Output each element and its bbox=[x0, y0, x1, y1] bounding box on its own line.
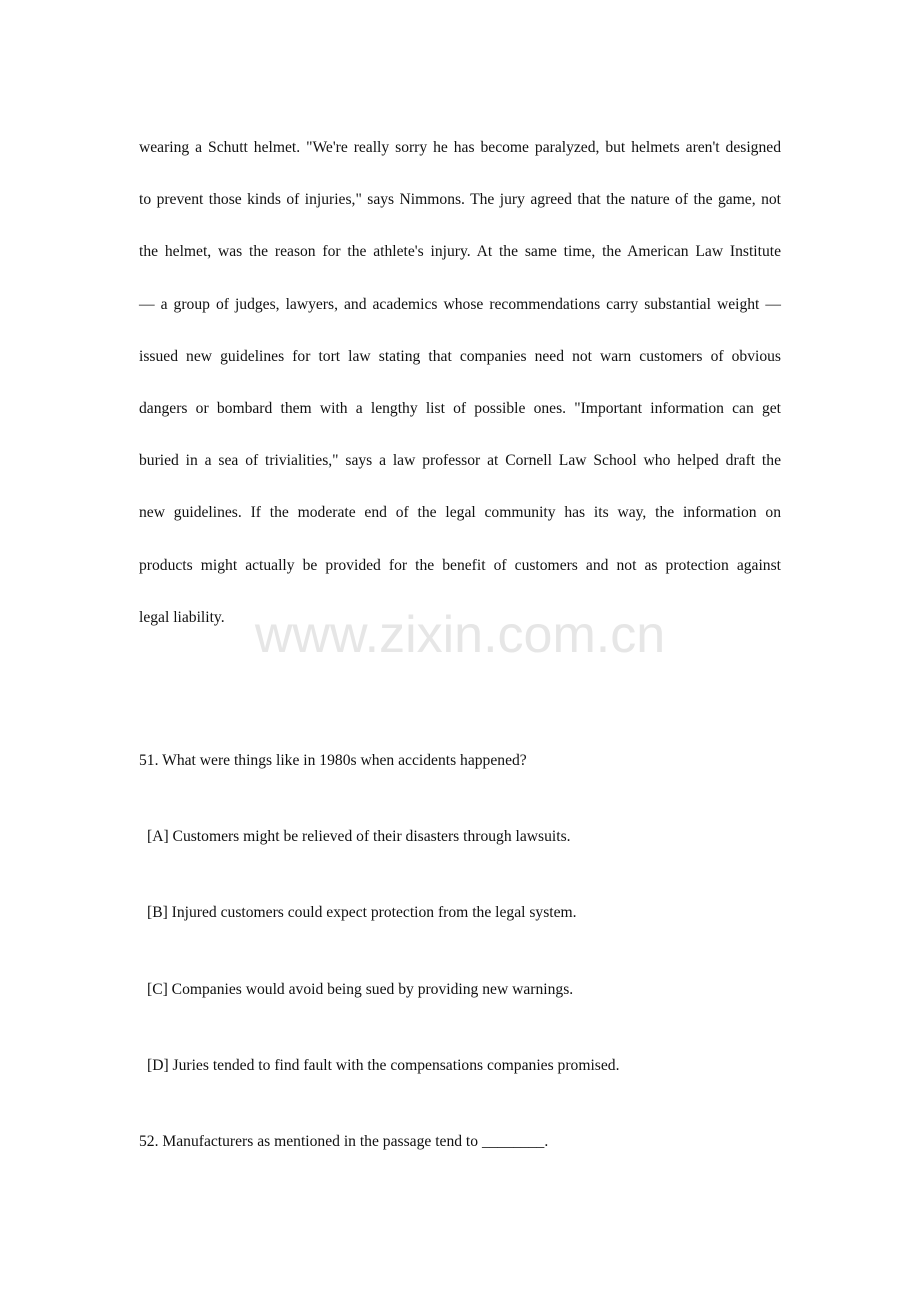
passage-line: — a group of judges, lawyers, and academics whose recommendations carry substantial weight — bbox=[139, 295, 781, 313]
question-51-option-c: [C] Companies would avoid being sued by providing new warnings. bbox=[147, 981, 574, 998]
question-51-option-a: [A] Customers might be relieved of their disasters through lawsuits. bbox=[147, 828, 571, 845]
question-51-option-b: [B] Injured customers could expect protection from the legal system. bbox=[147, 904, 577, 921]
passage-line: legal liability. bbox=[139, 608, 225, 626]
question-52-stem: 52. Manufacturers as mentioned in the passage tend to ________. bbox=[139, 1133, 549, 1150]
passage-line: buried in a sea of trivialities," says a law professor at Cornell Law School who helped draft the bbox=[139, 452, 781, 470]
passage-line: issued new guidelines for tort law stating that companies need not warn customers of obvious bbox=[139, 347, 781, 365]
passage-line: wearing a Schutt helmet. "We're really sorry he has become paralyzed, but helmets aren't designed bbox=[139, 139, 781, 156]
passage-line: the helmet, was the reason for the athlete's injury. At the same time, the American Law Institute bbox=[139, 243, 781, 261]
watermark: www.zixin.com.cn bbox=[254, 606, 666, 664]
question-51-option-d: [D] Juries tended to find fault with the compensations companies promised. bbox=[147, 1057, 620, 1074]
question-51-stem: 51. What were things like in 1980s when accidents happened? bbox=[139, 752, 527, 769]
passage-line: to prevent those kinds of injuries," says Nimmons. The jury agreed that the nature of the game, not bbox=[139, 191, 781, 209]
reading-passage bbox=[139, 122, 781, 644]
passage-line: new guidelines. If the moderate end of the legal community has its way, the information on bbox=[139, 504, 781, 522]
passage-line: dangers or bombard them with a lengthy list of possible ones. "Important information can get bbox=[139, 399, 781, 417]
passage-line: products might actually be provided for the benefit of customers and not as protection against bbox=[139, 556, 781, 574]
